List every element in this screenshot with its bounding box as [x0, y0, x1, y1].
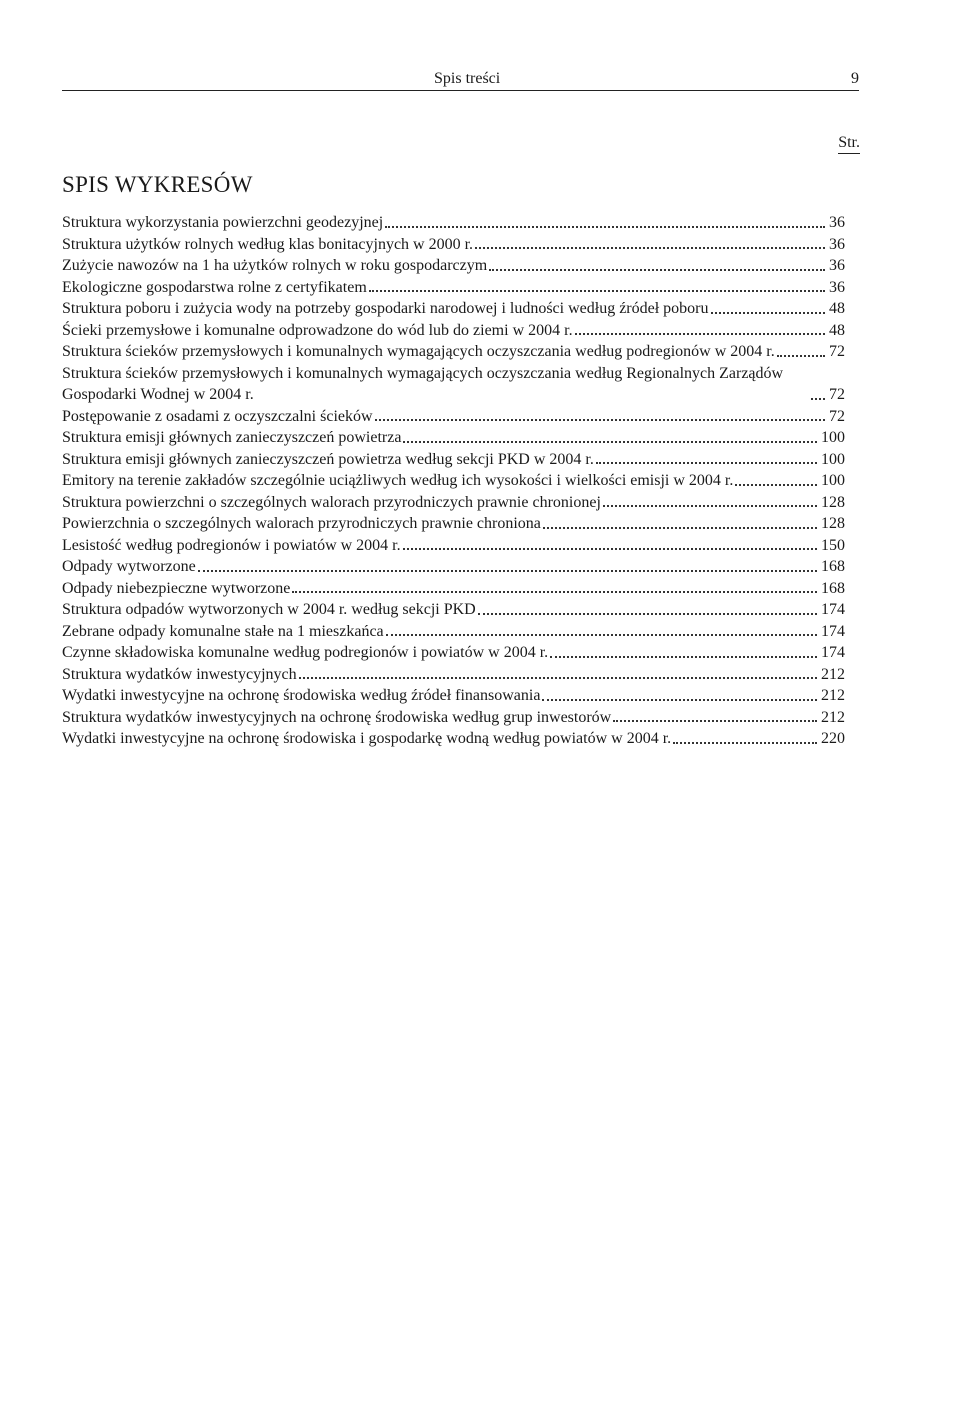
toc-entry[interactable]	[62, 234, 845, 256]
toc-entry-page: 48	[829, 321, 845, 339]
toc-entry-page: 72	[829, 343, 845, 360]
toc-entry-page: 212	[821, 665, 845, 683]
toc-entry-title: Lesistość według podregionów i powiatów w 2004 r.	[62, 536, 401, 554]
toc-entry-title: Ekologiczne gospodarstwa rolne z certyfikatem	[62, 278, 367, 296]
page-column-label: Str.	[838, 134, 860, 154]
toc-entry-page: 36	[829, 278, 845, 296]
toc-entry[interactable]	[62, 277, 845, 299]
dot-leader	[777, 355, 825, 357]
page-header	[62, 64, 859, 91]
dot-leader	[550, 656, 817, 658]
toc-entry-page: 48	[829, 300, 845, 317]
toc-entry-page: 36	[829, 257, 845, 274]
dot-leader	[403, 441, 817, 443]
dot-leader	[575, 333, 825, 335]
toc-entry-page: 174	[821, 622, 845, 640]
dot-leader	[369, 290, 825, 292]
toc-entry-title: Emitory na terenie zakładów szczególnie uciążliwych według ich wysokości i wielkości emisji w 2004 r.	[62, 472, 734, 489]
table-of-contents	[62, 212, 845, 750]
section-title: SPIS WYKRESÓW	[62, 172, 253, 197]
dot-leader	[385, 226, 825, 228]
toc-entry-title: Struktura wydatków inwestycyjnych na ochronę środowiska według grup inwestorów	[62, 708, 612, 726]
toc-entry[interactable]	[62, 298, 845, 320]
dot-leader	[543, 527, 817, 529]
dot-leader	[603, 505, 817, 507]
toc-entry-title: Struktura powierzchni o szczególnych walorach przyrodniczych prawnie chronionej	[62, 493, 601, 511]
dot-leader	[711, 312, 825, 314]
toc-entry-page: 128	[821, 515, 845, 532]
dot-leader	[542, 699, 817, 701]
toc-entry-title: Struktura poboru i zużycia wody na potrzeby gospodarki narodowej i ludności według źródeł poboru	[62, 300, 709, 317]
toc-entry-title: Czynne składowiska komunalne według podregionów i powiatów w 2004 r.	[62, 644, 549, 661]
dot-leader	[673, 742, 817, 744]
page-number: 9	[851, 70, 859, 87]
toc-entry[interactable]	[62, 406, 845, 428]
toc-entry-title: Struktura wykorzystania powierzchni geodezyjnej	[62, 214, 384, 231]
toc-entry-title: Ścieki przemysłowe i komunalne odprowadzone do wód lub do ziemi w 2004 r.	[62, 321, 573, 339]
toc-entry-page: 100	[821, 450, 845, 468]
toc-entry[interactable]	[62, 621, 845, 643]
toc-entry-title: Postępowanie z osadami z oczyszczalni ścieków	[62, 407, 373, 425]
toc-entry[interactable]	[62, 363, 845, 406]
toc-entry-title: Struktura użytków rolnych według klas bonitacyjnych w 2000 r.	[62, 235, 474, 253]
dot-leader	[613, 720, 817, 722]
toc-entry-title: Wydatki inwestycyjne na ochronę środowiska według źródeł finansowania	[62, 687, 541, 704]
toc-entry-title: Zużycie nawozów na 1 ha użytków rolnych w roku gospodarczym	[62, 257, 488, 274]
dot-leader	[198, 570, 817, 572]
dot-leader	[299, 677, 817, 679]
dot-leader	[386, 634, 817, 636]
dot-leader	[375, 419, 825, 421]
toc-entry-title: Struktura wydatków inwestycyjnych	[62, 665, 297, 683]
toc-entry-page: 212	[821, 708, 845, 726]
dot-leader	[478, 613, 817, 615]
toc-entry-page: 100	[821, 429, 845, 446]
toc-entry-title: Struktura odpadów wytworzonych w 2004 r. według sekcji PKD	[62, 601, 476, 618]
toc-entry-title: Odpady wytworzone	[62, 558, 196, 575]
dot-leader	[489, 269, 825, 271]
toc-entry[interactable]	[62, 599, 845, 621]
dot-leader	[596, 462, 817, 464]
toc-entry-page: 36	[829, 214, 845, 231]
toc-entry-page: 150	[821, 536, 845, 554]
toc-entry-page: 168	[821, 558, 845, 575]
toc-entry[interactable]	[62, 535, 845, 557]
toc-entry-page: 72	[829, 407, 845, 425]
toc-entry-page: 174	[821, 601, 845, 618]
toc-entry[interactable]	[62, 578, 845, 600]
toc-entry[interactable]	[62, 255, 845, 277]
toc-entry[interactable]	[62, 427, 845, 449]
toc-entry-page: 36	[829, 235, 845, 253]
toc-entry[interactable]	[62, 341, 845, 363]
dot-leader	[403, 548, 817, 550]
toc-entry[interactable]	[62, 492, 845, 514]
toc-entry-page: 100	[821, 472, 845, 489]
toc-entry-title: Wydatki inwestycyjne na ochronę środowiska i gospodarkę wodną według powiatów w 2004 r.	[62, 730, 672, 747]
toc-entry[interactable]	[62, 707, 845, 729]
toc-entry-page: 174	[821, 644, 845, 661]
toc-entry-title: Odpady niebezpieczne wytworzone	[62, 579, 291, 597]
toc-entry[interactable]	[62, 664, 845, 686]
toc-entry[interactable]	[62, 320, 845, 342]
dot-leader	[475, 247, 825, 249]
toc-entry[interactable]	[62, 556, 845, 578]
toc-entry-page: 220	[821, 730, 845, 747]
running-title: Spis treści	[434, 70, 501, 87]
toc-entry[interactable]	[62, 642, 845, 664]
toc-entry-title: Struktura emisji głównych zanieczyszczeń powietrza	[62, 429, 402, 446]
dot-leader	[811, 398, 825, 400]
toc-entry-title: Zebrane odpady komunalne stałe na 1 mieszkańca	[62, 622, 384, 640]
toc-entry[interactable]	[62, 513, 845, 535]
toc-entry[interactable]	[62, 212, 845, 234]
toc-entry[interactable]	[62, 449, 845, 471]
toc-entry-title: Struktura ścieków przemysłowych i komunalnych wymagających oczyszczania według podregionów w 2004 r.	[62, 343, 775, 360]
toc-entry-page: 128	[821, 493, 845, 511]
toc-entry-title: Powierzchnia o szczególnych walorach przyrodniczych prawnie chroniona	[62, 515, 541, 532]
dot-leader	[292, 591, 817, 593]
toc-entry[interactable]	[62, 685, 845, 707]
toc-entry-title: Struktura emisji głównych zanieczyszczeń powietrza według sekcji PKD w 2004 r.	[62, 450, 594, 468]
toc-entry-title: Struktura ścieków przemysłowych i komunalnych wymagających oczyszczania według Regionalnych Zarządów Gospodarki Wodnej w 2004 r.	[62, 364, 784, 403]
toc-entry[interactable]	[62, 470, 845, 492]
toc-entry-page: 212	[821, 687, 845, 704]
toc-entry-page: 72	[829, 386, 845, 403]
toc-entry[interactable]	[62, 728, 845, 750]
dot-leader	[735, 484, 817, 486]
toc-entry-page: 168	[821, 579, 845, 597]
